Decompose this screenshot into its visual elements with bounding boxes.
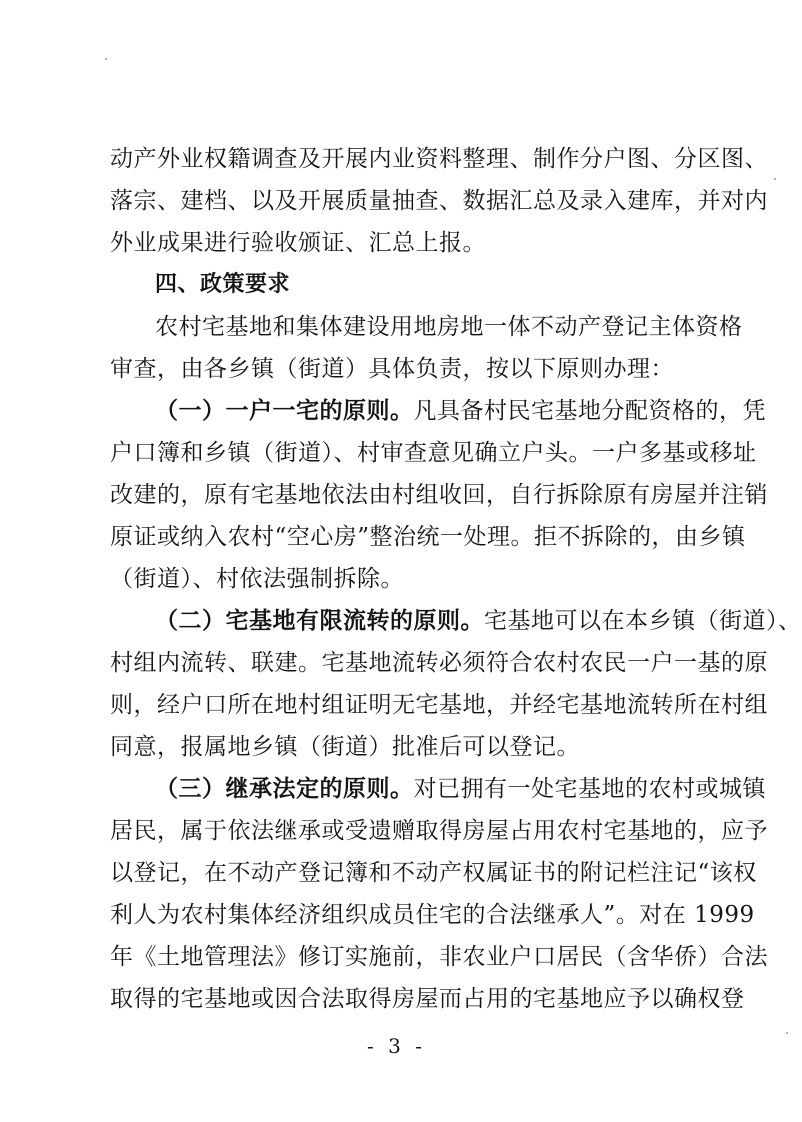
paragraph-4-line-4: 同意，报属地乡镇（街道）批准后可以登记。: [110, 734, 580, 760]
paragraph-3-line-5: （街道）、村依法强制拆除。: [110, 566, 404, 592]
paragraph-4-line-1: [155, 604, 802, 638]
page-number: - 3 -: [367, 1034, 426, 1058]
paragraph-3-line-1: [155, 394, 766, 428]
paragraph-4-line-2: 村组内流转、联建。宅基地流转必须符合农村农民一户一基的原: [110, 650, 768, 676]
principle-2-heading: （二）宅基地有限流转的原则。: [155, 608, 484, 634]
paragraph-1-line-1: 动产外业权籍调查及开展内业资料整理、制作分户图、分区图、: [110, 146, 768, 172]
section-heading: 四、政策要求: [155, 272, 291, 297]
scan-speck: [105, 58, 107, 60]
paragraph-3-line-4: 原证或纳入农村“空心房”整治统一处理。拒不拆除的，由乡镇: [110, 524, 746, 550]
paragraph-5-line-3: 以登记，在不动产登记簿和不动产权属证书的附记栏注记“该权: [110, 860, 757, 886]
paragraph-5-line-6: 取得的宅基地或因合法取得房屋而占用的宅基地应予以确权登: [110, 986, 745, 1012]
principle-3-heading: （三）继承法定的原则。: [155, 776, 414, 802]
paragraph-3-line-1-text: 凡具备村民宅基地分配资格的，凭: [413, 398, 766, 424]
paragraph-5-line-1-text: 对已拥有一处宅基地的农村或城镇: [413, 776, 766, 802]
scan-speck: [774, 178, 776, 180]
paragraph-5-line-5: 年《土地管理法》修订实施前，非农业户口居民（含华侨）合法: [110, 944, 768, 970]
paragraph-3-line-3: 改建的，原有宅基地依法由村组收回，自行拆除原有房屋并注销: [110, 482, 768, 508]
paragraph-5-line-4: 利人为农村集体经济组织成员住宅的合法继承人”。对在 1999: [110, 902, 755, 928]
paragraph-2-line-2: 审查，由各乡镇（街道）具体负责，按以下原则办理：: [110, 356, 674, 382]
paragraph-4-line-1-text: 宅基地可以在本乡镇（街道）、: [484, 608, 802, 634]
paragraph-1-line-2: 落宗、建档、以及开展质量抽查、数据汇总及录入建库，并对内: [110, 188, 768, 214]
paragraph-3-line-2: 户口簿和乡镇（街道）、村审查意见确立户头。一户多基或移址: [110, 440, 757, 466]
paragraph-5-line-1: [155, 772, 766, 806]
paragraph-5-line-2: 居民，属于依法继承或受遗赠取得房屋占用农村宅基地的，应予: [110, 818, 768, 844]
paragraph-2-line-1: 农村宅基地和集体建设用地房地一体不动产登记主体资格: [155, 314, 743, 340]
paragraph-4-line-3: 则，经户口所在地村组证明无宅基地，并经宅基地流转所在村组: [110, 692, 768, 718]
paragraph-1-line-3: 外业成果进行验收颁证、汇总上报。: [110, 230, 486, 256]
principle-1-heading: （一）一户一宅的原则。: [155, 398, 414, 424]
scan-speck: [786, 1032, 788, 1034]
